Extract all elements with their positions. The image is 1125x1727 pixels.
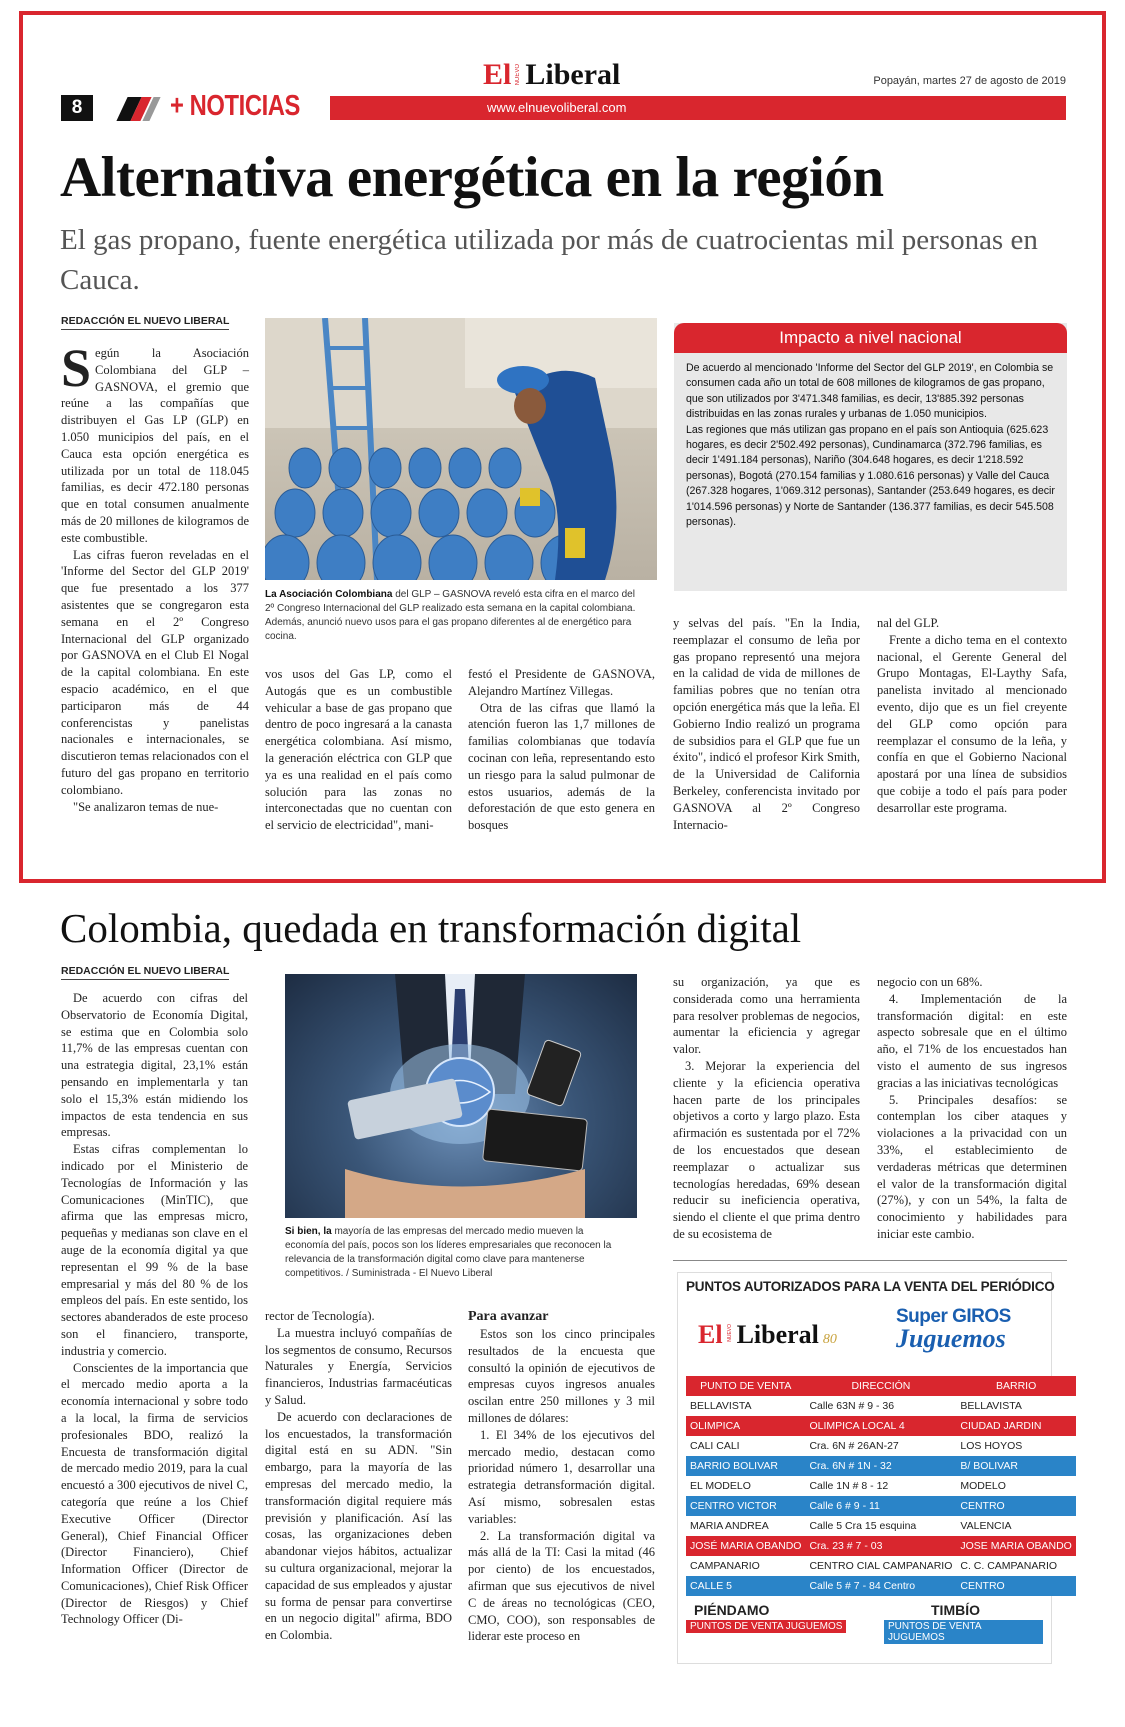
table-cell: MODELO xyxy=(956,1476,1075,1496)
table-cell: Calle 1N # 8 - 12 xyxy=(805,1476,956,1496)
table-cell: Calle 63N # 9 - 36 xyxy=(805,1396,956,1416)
column-header: BARRIO xyxy=(956,1376,1075,1396)
logo-nuevo: NUEVO xyxy=(515,64,522,86)
header-logo xyxy=(483,58,620,92)
caption-bold: La Asociación Colombiana xyxy=(265,589,393,600)
town-row xyxy=(686,1602,1043,1642)
table-cell: CENTRO VICTOR xyxy=(686,1496,805,1516)
table-cell: Cra. 6N # 26AN-27 xyxy=(805,1436,956,1456)
article-column-4 xyxy=(673,615,860,833)
paragraph: 3. Mejorar la experiencia del cliente y la eficiencia operativa hacen parte de los principales objetivos a corto y largo plazo. Esta afirmación es sustentada por el 72% de los encuestados que desean reemplazar o actualizar sus tecnologías heredadas, 69% desean reducir su ineficiencia operativa, siendo el cliente el que prima dentro de su ecosistema de xyxy=(673,1058,860,1241)
table-cell: Calle 5 # 7 - 84 Centro xyxy=(805,1576,956,1596)
juguemos-text: Juguemos xyxy=(896,1324,1006,1353)
article-column-1 xyxy=(61,338,249,815)
paragraph: su organización, ya que es considerada como una herramienta para resolver problemas de negocios, aumentar la eficiencia y agregar valor. xyxy=(673,975,860,1057)
logo-el: El xyxy=(483,58,512,91)
paragraph: Frente a dicho tema en el contexto nacional, el Gerente General del Grupo Montagas, El-Laythy Safa, panelista invitado al mencionado evento, dijo que es un fiel creyente del GLP como opción para reemplazar el consumo de la leña, y confía en que el Gobierno Nacional apostará por una línea de subsidios que cobije a todo el país para poder desarrollar este programa. xyxy=(877,632,1067,815)
logo-liberal: Liberal xyxy=(525,58,621,91)
table-row xyxy=(686,1456,1076,1476)
table-row xyxy=(686,1516,1076,1536)
table-row xyxy=(686,1396,1076,1416)
table-cell: JOSE MARIA OBANDO xyxy=(956,1536,1075,1556)
digital-globe-photo xyxy=(285,974,637,1218)
table-cell: CALLE 5 xyxy=(686,1576,805,1596)
table-cell: OLIMPICA LOCAL 4 xyxy=(805,1416,956,1436)
table-cell: BARRIO BOLIVAR xyxy=(686,1456,805,1476)
article2-column-5 xyxy=(877,974,1067,1243)
article2-column-1 xyxy=(61,990,248,1628)
column-header: PUNTO DE VENTA xyxy=(686,1376,805,1396)
paragraph: 2. La transformación digital va más allá de la TI: Casi la mitad (46 por ciento) de los encuestados, afirman que sus ejecutivos de nivel C de áreas no tecnológicas (CEO, CMO, COO), son responsables de liderar este proceso en xyxy=(468,1528,655,1644)
photo-illustration xyxy=(265,318,657,580)
table-row xyxy=(686,1536,1076,1556)
paragraph: 1. El 34% de los ejecutivos del mercado medio, destacan como prioridad número 1, desarrollar una estrategia detransformación digital. Así mismo, sobresalen estas variables: xyxy=(468,1427,655,1526)
table-cell: CENTRO CIAL CAMPANARIO xyxy=(805,1556,956,1576)
table-cell: OLIMPICA xyxy=(686,1416,805,1436)
page-number: 8 xyxy=(71,97,83,118)
paragraph: rector de Tecnología). xyxy=(265,1309,375,1323)
paragraph: De acuerdo al mencionado 'Informe del Sector del GLP 2019', en Colombia se consumen cada año un total de 608 millones de kilogramos de gas propano, que son utilizados por 3'471.348 familias, es decir, 13'885.392 personas distribuidas en las zonas rurales y urbanas de 1.050 municipios. xyxy=(686,362,1054,421)
table-cell: BELLAVISTA xyxy=(956,1396,1075,1416)
article2-column-4 xyxy=(673,974,860,1243)
paragraph: De acuerdo con declaraciones de los encuestados, la transformación digital está en su ADN. "Sin embargo, para la mayoría de las empresas del mercado medio, la transformación digital requiere más previsión y planificación. Así las cosas, las organizaciones deben abandonar viejos hábitos, actualizar su cultura organizacional, mejorar la capacidad de sus empleados y ajustar su forma de pensar para convertirse en un negocio digital" afirma, BDO en Colombia. xyxy=(265,1409,452,1643)
table-cell: CALI CALI xyxy=(686,1436,805,1456)
article2-column-3 xyxy=(468,1308,655,1645)
ad-title: PUNTOS AUTORIZADOS PARA LA VENTA DEL PERIÓDICO xyxy=(686,1279,1055,1294)
table-cell: CAMPANARIO xyxy=(686,1556,805,1576)
header-red-bar xyxy=(330,96,1066,120)
paragraph: festó el Presidente de GASNOVA, Alejandro Martínez Villegas. xyxy=(468,667,655,698)
town-piendamo-sub: PUNTOS DE VENTA JUGUEMOS xyxy=(686,1620,846,1633)
article-column-2 xyxy=(265,666,452,834)
divider xyxy=(673,1260,1067,1261)
paragraph: y selvas del país. "En la India, reemplazar el consumo de leña por gas propano representó una mejora en la calidad de vida de millones de familias pobres que no tenían otra opción energética más que la leña. El Gobierno Indio realizó un programa de subsidios para el GLP que fue un éxito", indicó el profesor Kirk Smith, de la Universidad de California Berkeley, conferencista invitado por GASNOVA al 2º Congreso Internacio- xyxy=(673,616,860,832)
supergiros-text: Super GIROS xyxy=(896,1306,1011,1327)
article-title: Alternativa energética en la región xyxy=(60,146,884,209)
article-column-3 xyxy=(468,666,655,834)
paragraph: Estas cifras complementan lo indicado por el Ministerio de Tecnologías de Información y las Comunicaciones (MinTIC), que afirma que las empresas micro, pequeñas y medianas son clave en el auge de la economía digital ya que representan el 99 % de la base empresarial y más del 80 % de los empleos del país. En este sentido, los sectores abanderados de este proceso son el financiero, transporte, industria y comercio. xyxy=(61,1142,248,1358)
paragraph: Las cifras fueron reveladas en el 'Informe del Sector del GLP 2019' que fue presentado a los 377 asistentes que se congregaron esta semana en el 2º Congreso Internacional del GLP organizado por GASNOVA en el Club El Nogal de la capital colombiana. En este espacio académico, en el que participaron más de 44 conferencistas y panelistas nacionales e internacionales, se discutieron temas relacionados con el futuro del gas propano en territorio colombiano. xyxy=(61,547,249,797)
photo2-caption xyxy=(285,1225,630,1281)
paragraph: De acuerdo con cifras del Observatorio de Economía Digital, se estima que en Colombia solo 11,7% de las empresas cuentan con una estrategia digital, 23,1% están pensando en implementarla y tan solo el 15,3% están midiendo los impactos de esta tendencia en sus empresas. xyxy=(61,991,248,1140)
article-column-5 xyxy=(877,615,1067,817)
town-timbio-sub: PUNTOS DE VENTA JUGUEMOS xyxy=(884,1620,1043,1644)
subheading: Para avanzar xyxy=(468,1309,549,1324)
town-timbio: TIMBÍO xyxy=(931,1602,980,1618)
article-byline: REDACCIÓN EL NUEVO LIBERAL xyxy=(61,315,229,330)
impact-box-title: Impacto a nivel nacional xyxy=(674,323,1067,353)
impact-box-body xyxy=(674,353,1067,538)
article-subtitle: El gas propano, fuente energética utilizada por más de cuatrocientas mil personas en Cauca. xyxy=(60,224,1038,296)
table-cell: LOS HOYOS xyxy=(956,1436,1075,1456)
section-swoosh xyxy=(118,95,158,121)
table-cell: EL MODELO xyxy=(686,1476,805,1496)
sales-points-ad xyxy=(677,1272,1072,1664)
ad-liberal-logo xyxy=(698,1320,837,1350)
table-cell: CIUDAD JARDIN xyxy=(956,1416,1075,1436)
table-row xyxy=(686,1556,1076,1576)
sales-points-table xyxy=(686,1376,1076,1596)
table-cell: MARIA ANDREA xyxy=(686,1516,805,1536)
paragraph: Otra de las cifras que llamó la atención fueron las 1,7 millones de familias colombianas que todavía cocinan con leña, representando esto un riesgo para la salud pulmonar de estos usuarios, además de la deforestación de que esto genera en bosques xyxy=(468,700,655,833)
town-piendamo: PIÉNDAMO xyxy=(694,1602,770,1618)
caption-text: mayoría de las empresas del mercado medio mueven la economía del país, pocos son los líderes empresariales que reconocen la relevancia de la transformación digital como clave para mantenerse competitivos. / Suministrada - El Nuevo Liberal xyxy=(285,1226,612,1279)
page-number-box xyxy=(61,95,93,121)
table-cell: Calle 6 # 9 - 11 xyxy=(805,1496,956,1516)
paragraph: nal del GLP. xyxy=(877,616,940,630)
paragraph: "Se analizaron temas de nue- xyxy=(73,799,219,814)
photo-caption xyxy=(265,588,645,644)
paragraph: negocio con un 68%. xyxy=(877,975,983,989)
drop-cap: S xyxy=(61,338,92,398)
table-cell: C. C. CAMPANARIO xyxy=(956,1556,1075,1576)
supergiros-logo xyxy=(896,1306,1011,1354)
table-row xyxy=(686,1416,1076,1436)
table-cell: Calle 5 Cra 15 esquina xyxy=(805,1516,956,1536)
paragraph: 5. Principales desafíos: se contemplan los ciber ataques y violaciones a la privacidad con un 33%, el establecimiento de verdaderas métricas que determinen el valor de la transformación digital (27%), y con un 54%, la falta de conocimiento y habilidades para iniciar este cambio. xyxy=(877,1092,1067,1241)
logo-80: 80 xyxy=(822,1332,837,1347)
logo-liberal: Liberal xyxy=(736,1320,819,1349)
caption-text: del GLP – GASNOVA reveló esta cifra en el marco del 2º Congreso Internacional del GLP realizado esta semana en la capital colombiana. Además, anunció nuevo usos para el gas propano diferentes al de energético para cocina. xyxy=(265,589,636,642)
article2-column-2 xyxy=(265,1308,452,1644)
table-cell: Cra. 23 # 7 - 03 xyxy=(805,1536,956,1556)
table-row xyxy=(686,1576,1076,1596)
ad-logos xyxy=(686,1300,1043,1370)
table-row xyxy=(686,1476,1076,1496)
table-cell: BELLAVISTA xyxy=(686,1396,805,1416)
article2-title: Colombia, quedada en transformación digital xyxy=(60,905,802,951)
table-cell: JOSÉ MARIA OBANDO xyxy=(686,1536,805,1556)
photo-illustration xyxy=(285,974,637,1218)
impact-box xyxy=(674,323,1067,591)
logo-el: El xyxy=(698,1320,723,1349)
paragraph: 4. Implementación de la transformación digital: en este aspecto sobresale que en el último año, el 71% de los encuestados han visto el aumento de sus ingresos gracias a las iniciativas tecnológicas xyxy=(877,991,1067,1090)
paragraph: Las regiones que más utilizan gas propano en el país son Antioquia (625.623 hogares, es decir 2'502.492 personas), Cundinamarca (372.796 familias, es decir 1'491.184 personas), Nariño (304.648 hogares, es decir 1'218.592 personas), Bogotá (270.154 familias y 1.080.616 personas) y Valle del Cauca (267.328 hogares, 1'069.312 personas), Santander (253.649 hogares, es decir 1'014.596 personas) y Norte de Santander (136.377 familias, es decir 545.508 personas). xyxy=(686,423,1055,529)
table-cell: Cra. 6N # 1N - 32 xyxy=(805,1456,956,1476)
table-row xyxy=(686,1436,1076,1456)
paragraph: Conscientes de la importancia que el mercado medio aporta a la economía internacional y sobre todo a la local, la firma de servicios profesionales BDO, realizó la Encuesta de transformación digital de mercado medio 2019, para la cual encuestó a 300 ejecutivos de nivel C, categoría que reúne a los Chief Executive Officer (Director General), Chief Financial Officer (Director Financiero), Chief Information Officer (Director de Comunicaciones), Chief Risk Officer (Director de Riesgos) y Chief Technology Officer (Di- xyxy=(61,1360,248,1627)
article2-byline: REDACCIÓN EL NUEVO LIBERAL xyxy=(61,965,229,980)
table-row xyxy=(686,1496,1076,1516)
paragraph: La muestra incluyó compañías de los segmentos de consumo, Recursos Naturales y Energía, Servicios financieros, Industrias farmacéuticas y Salud. xyxy=(265,1325,452,1407)
paragraph: vos usos del Gas LP, como el Autogás que es un combustible vehicular a base de gas propano que dentro de poco ingresará a la canasta energética colombiana. Así mismo, la generación eléctrica con GLP que ya es una realidad en el país como solución para las zonas no interconectadas que no cuentan con el servicio de electricidad", mani- xyxy=(265,667,452,833)
header-website: www.elnuevoliberal.com xyxy=(487,100,627,115)
table-cell: CENTRO xyxy=(956,1576,1075,1596)
paragraph: Estos son los cinco principales resultados de la encuesta que consultó la opinión de ejecutivos de empresas cuyos ingresos anuales oscilan entre 250 millones y 3 mil millones de dólares: xyxy=(468,1327,655,1425)
header-dateline: Popayán, martes 27 de agosto de 2019 xyxy=(873,75,1066,87)
table-cell: CENTRO xyxy=(956,1496,1075,1516)
table-cell: VALENCIA xyxy=(956,1516,1075,1536)
section-label: + NOTICIAS xyxy=(170,90,301,122)
gas-cylinders-photo xyxy=(265,318,657,580)
table-cell: B/ BOLIVAR xyxy=(956,1456,1075,1476)
paragraph: egún la Asociación Colombiana del GLP – GASNOVA, el gremio que reúne a las compañías que distribuyen el Gas LP (GLP) en 1.050 municipios del país, en el Cauca esta opción energética es utilizada por un total de 118.045 familias, es decir 472.180 personas que en total consumen anualmente más de 20 millones de kilogramos de este combustible. xyxy=(61,346,249,545)
caption-bold: Si bien, la xyxy=(285,1226,332,1237)
column-header: DIRECCIÓN xyxy=(805,1376,956,1396)
logo-nuevo: NUEVO xyxy=(726,1324,733,1342)
